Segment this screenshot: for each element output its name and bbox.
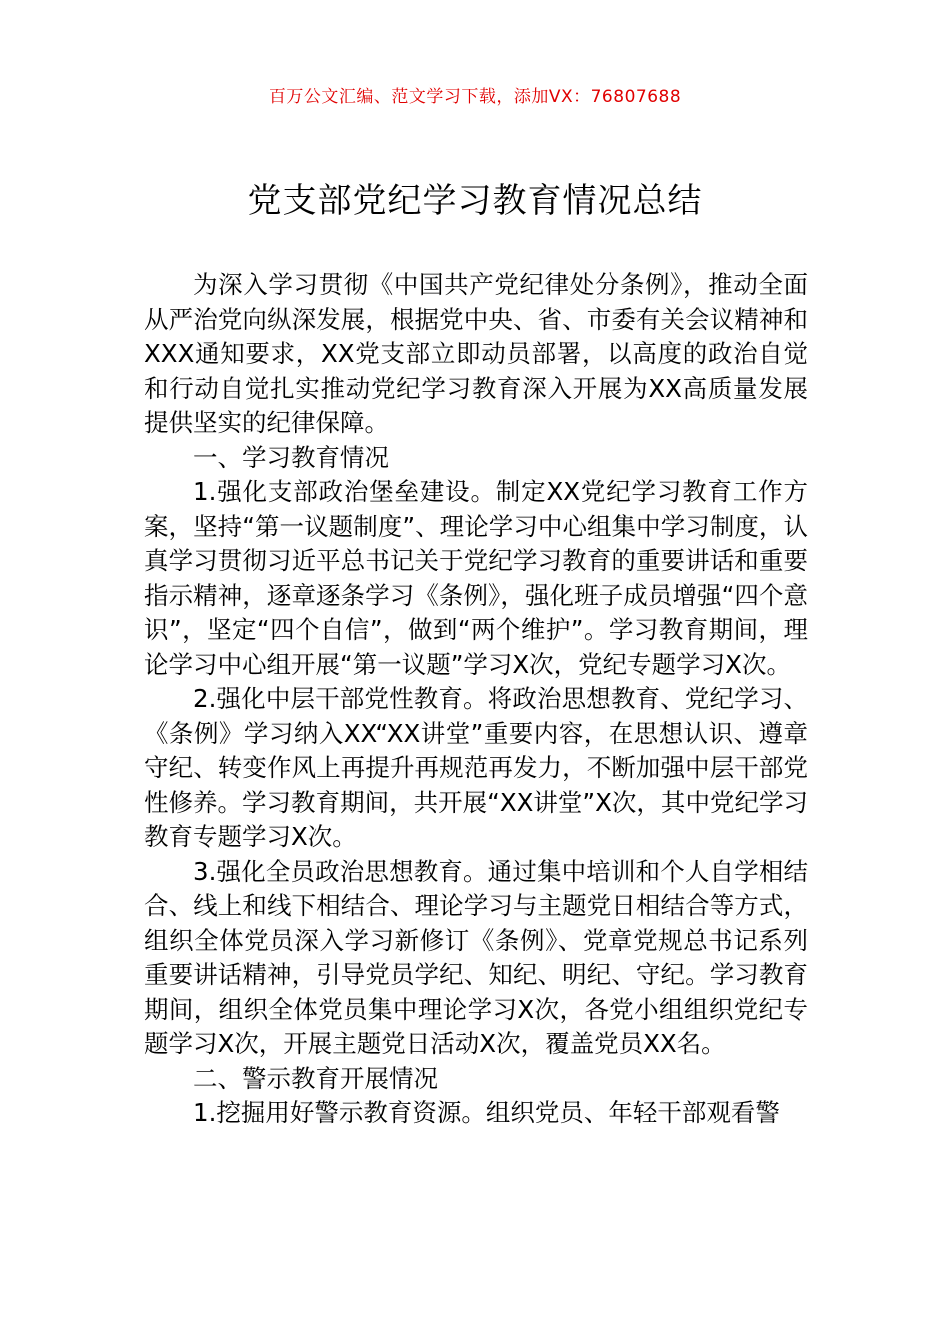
document-title: 党支部党纪学习教育情况总结 — [247, 181, 703, 221]
section-heading-1: 一、学习教育情况 — [193, 442, 389, 472]
paragraph-1-1: 1.强化支部政治堡垒建设。制定XX党纪学习教育工作方案，坚持“第一议题制度”、理论学习中心组集中学习制度，认真学习贯彻习近平总书记关于党纪学习教育的重要讲话和重要指示精神，逐章逐条学习《条例》，强化班子成员增强“四个意识”，坚定“四个自信”，做到“两个维护”。学习教育期间，理论学习中心组开展“第一议题”学习X次，党纪专题学习X次。 — [144, 477, 808, 679]
intro-paragraph: 为深入学习贯彻《中国共产党纪律处分条例》，推动全面从严治党向纵深发展，根据党中央、省、市委有关会议精神和XXX通知要求，XX党支部立即动员部署，以高度的政治自觉和行动自觉扎实推动党纪学习教育深入开展为XX高质量发展提供坚实的纪律保障。 — [144, 270, 808, 437]
paragraph-1-3: 3.强化全员政治思想教育。通过集中培训和个人自学相结合、线上和线下相结合、理论学习与主题党日相结合等方式，组织全体党员深入学习新修订《条例》、党章党规总书记系列重要讲话精神，引导党员学纪、知纪、明纪、守纪。学习教育期间，组织全体党员集中理论学习X次，各党小组组织党纪专题学习X次，开展主题党日活动X次，覆盖党员XX名。 — [144, 856, 808, 1058]
document-body — [144, 268, 808, 1131]
section-heading-2: 二、警示教育开展情况 — [193, 1063, 438, 1093]
paragraph-2-1: 1.挖掘用好警示教育资源。组织党员、年轻干部观看警 — [193, 1098, 780, 1127]
watermark-notice: 百万公文汇编、范文学习下载，添加VX：76807688 — [268, 87, 682, 107]
paragraph-1-2: 2.强化中层干部党性教育。将政治思想教育、党纪学习、《条例》学习纳入XX“XX讲堂”重要内容，在思想认识、遵章守纪、转变作风上再提升再规范再发力，不断加强中层干部党性修养。学习教育期间，共开展“XX讲堂”X次，其中党纪学习教育专题学习X次。 — [144, 684, 808, 851]
